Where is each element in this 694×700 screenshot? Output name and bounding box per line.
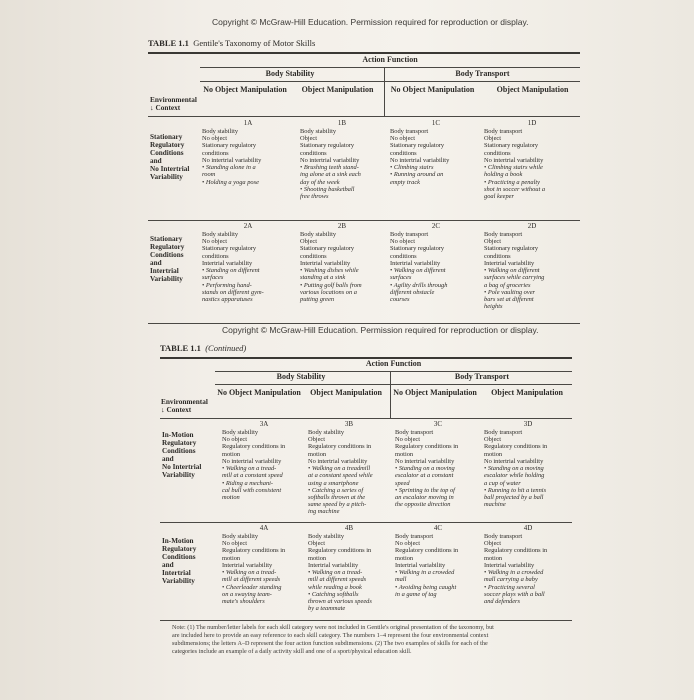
table1-cell-1a: 1A Body stability No object Stationary regulatory conditions No intertrial variability • Standing alone in a room • Holding a yoga pose [202,119,262,186]
table2-cell-4b: 4B Body stability Object Regulatory conditions in motion Intertrial variability • Walking on a tread- mill at different speeds while reading a book • Catching softballs thrown at various speeds by a teammate [308,524,372,613]
table2-col-header-b: Object Manipulation [310,388,382,397]
table2-row3-label: In-Motion Regulatory Conditions and No Intertrial Variability [162,431,202,480]
table1-label: TABLE 1.1 [148,38,189,48]
table2-col-header-a: No Object Manipulation [217,388,301,397]
table2-title [160,343,246,353]
table1-row2-label: Stationary Regulatory Conditions and Intertrial Variability [150,235,185,284]
rule [390,371,391,418]
table1-title-text: Gentile's Taxonomy of Motor Skills [193,38,316,48]
table2-label: TABLE 1.1 [160,343,201,353]
table2-col-header-c: No Object Manipulation [393,388,477,397]
table1-cell-2b: 2B Body stability Object Stationary regulatory conditions Intertrial variability • Washing dishes while standing at a sink • Putting golf balls from various locations on a putting green [300,222,362,304]
rule [148,323,580,324]
rule [215,384,572,385]
table2-env-context-label: Environmental ↓ Context [161,397,208,415]
rule [160,620,572,621]
table1-cell-1d: 1D Body transport Object Stationary regulatory conditions No intertrial variability • Climbing stairs while holding a book • Practicing a penalty shot in soccer without a goal keeper [484,119,546,201]
table2-cell-3b: 3B Body stability Object Regulatory conditions in motion No intertrial variability • Walking on a treadmill at a constant speed while using a smartphone • Catching a series of softballs thrown at the same speed by a pitch- ing machine [308,420,373,516]
table1-top-rule [148,52,580,54]
table1-title [148,38,315,48]
copyright-notice-mid: Copyright © McGraw-Hill Education. Permission required for reproduction or display. [222,325,539,335]
copyright-notice-top: Copyright © McGraw-Hill Education. Permission required for reproduction or display. [212,17,529,27]
table2-cell-3c: 3C Body transport No object Regulatory conditions in motion No intertrial variability • Standing on a moving escalator at a constant speed • Sprinting to the top of an escalator moving in the opposite direction [395,420,459,509]
table2-continued: (Continued) [205,343,247,353]
table2-col-header-d: Object Manipulation [491,388,563,397]
table2-body-stability: Body Stability [276,372,326,381]
table1-cell-2d: 2D Body transport Object Stationary regulatory conditions Intertrial variability • Walking on different surfaces while carrying a bag of groceries • Pole vaulting over bars set at different heights [484,222,545,311]
rule [160,522,572,523]
rule [148,220,580,221]
table2-cell-4c: 4C Body transport No object Regulatory conditions in motion Intertrial variability • Walking in a crowded mall • Avoiding being caught in a game of tag [395,524,459,598]
table1-env-context-label: Environmental ↓ Context [150,95,197,113]
table2-cell-4a: 4A Body stability No object Regulatory conditions in motion Intertrial variability • Walking on a tread- mill at different speeds • Cheerleader standing on a swaying team- mate's shoulders [222,524,286,606]
table1-cell-2c: 2C Body transport No object Stationary regulatory conditions Intertrial variability • Walking on different surfaces • Agility drills through different obstacle courses [390,222,448,304]
table-footnote: Note: (1) The number/letter labels for each skill category were not included in Gentile's original presentation of the taxonomy, but are included here to provide an easy reference to each skill category. The numbers 1–4 represent the four environmental context subdimensions; the letters A–D represent the four action function subdimensions. (2) The two examples of skills for each of the categories include an example of a daily activity skill and one of a sport/physical education skill. [172,624,494,655]
table1-row1-label: Stationary Regulatory Conditions and No Intertrial Variability [150,133,190,182]
table2-cell-4d: 4D Body transport Object Regulatory conditions in motion Intertrial variability • Walking in a crowded mall carrying a baby • Practicing several soccer plays with a ball and defenders [484,524,548,606]
table1-cell-1c: 1C Body transport No object Stationary regulatory conditions No intertrial variability • Climbing stairs • Running around an empty track [390,119,450,186]
rule [148,116,580,117]
rule [160,418,572,419]
table1-action-function: Action Function [362,55,418,64]
table1-col-header-d: Object Manipulation [496,85,569,94]
table2-action-function: Action Function [365,359,422,368]
table1-col-header-b: Object Manipulation [301,85,374,94]
table2-body-transport: Body Transport [454,372,510,381]
rule [215,371,572,372]
table2-cell-3a: 3A Body stability No object Regulatory conditions in motion No intertrial variability • Walking on a tread- mill at a constant speed • Riding a mechani- cal bull with consistent motion [222,420,286,502]
table1-body-transport: Body Transport [455,69,510,78]
table2-row4-label: In-Motion Regulatory Conditions and Intertrial Variability [162,537,197,586]
table1-body-stability: Body Stability [265,69,315,78]
rule [200,81,580,82]
table1-cell-2a: 2A Body stability No object Stationary regulatory conditions Intertrial variability • Standing on different surfaces • Performing hand- stands on different gym- nastics apparatuses [202,222,264,304]
table1-cell-1b: 1B Body stability Object Stationary regulatory conditions No intertrial variability • Brushing teeth stand- ing alone at a sink each day of the week • Shooting basketball free throws [300,119,361,201]
table1-col-header-c: No Object Manipulation [390,85,475,94]
rule [200,67,580,68]
table2-cell-3d: 3D Body transport Object Regulatory conditions in motion No intertrial variability • Standing on a moving escalator while holding a cup of water • Running to hit a tennis ball projected by a ball machine [484,420,548,509]
table1-col-header-a: No Object Manipulation [203,85,287,94]
